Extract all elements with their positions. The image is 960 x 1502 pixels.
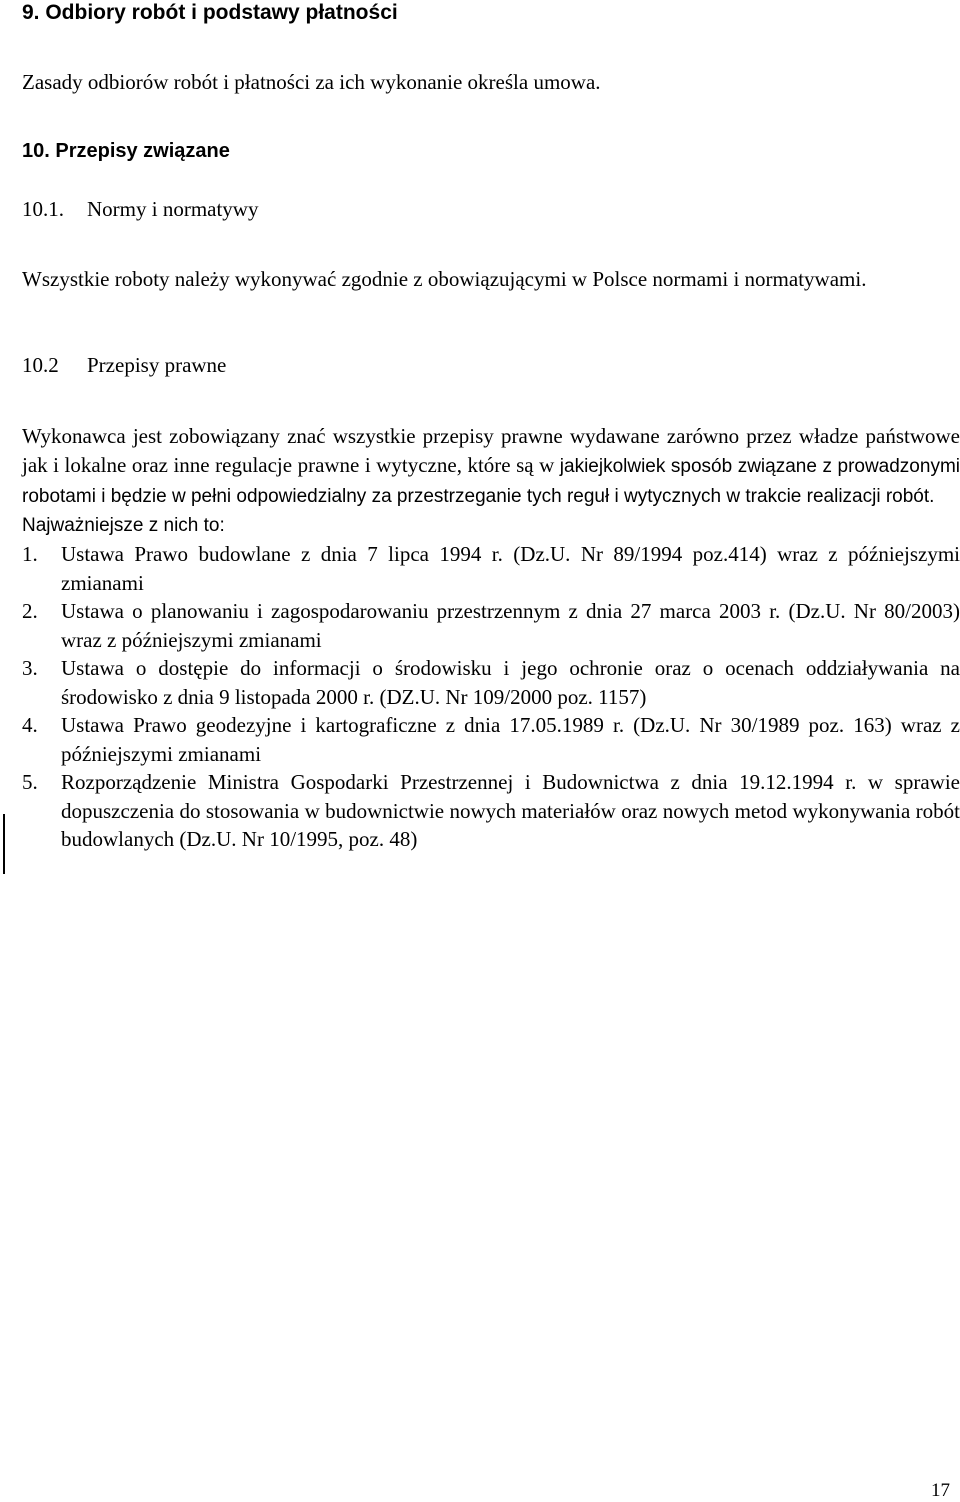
list-item-text: Ustawa o dostępie do informacji o środowisku i jego ochronie oraz o ocenach oddziaływania na środowisko z dnia 9 listopada 2000 r. (DZ.U. Nr 109/2000 poz. 1157) xyxy=(61,656,960,709)
subsection-10-1-heading xyxy=(22,195,258,223)
subsection-10-2-title: Przepisy prawne xyxy=(87,353,227,377)
list-marker: 4. xyxy=(22,713,38,737)
subsection-10-2-intro xyxy=(22,422,960,512)
list-item xyxy=(22,768,960,854)
list-item xyxy=(22,597,960,654)
list-intro: Najważniejsze z nich to: xyxy=(22,514,225,536)
list-item-text: Rozporządzenie Ministra Gospodarki Przestrzennej i Budownictwa z dnia 19.12.1994 r. w sprawie dopuszczenia do stosowania w budownictwie nowych materiałów oraz nowych metod wykonywania robót budowlanych (Dz.U. Nr 10/1995, poz. 48) xyxy=(61,770,960,851)
subsection-10-1-number: 10.1. xyxy=(22,197,64,221)
list-item-text: Ustawa Prawo budowlane z dnia 7 lipca 1994 r. (Dz.U. Nr 89/1994 poz.414) wraz z późniejszymi zmianami xyxy=(61,542,960,595)
subsection-10-1-title: Normy i normatywy xyxy=(87,197,259,221)
list-item xyxy=(22,711,960,768)
list-marker: 3. xyxy=(22,656,38,680)
list-item xyxy=(22,540,960,597)
subsection-10-1-body: Wszystkie roboty należy wykonywać zgodnie z obowiązującymi w Polsce normami i normatywami. xyxy=(22,267,867,291)
subsection-10-2-number: 10.2 xyxy=(22,353,59,377)
list-item xyxy=(22,654,960,711)
list-marker: 2. xyxy=(22,599,38,623)
intro-sans-text: jakiejkolwiek sposób związane z prowadzonymi robotami i będzie w pełni odpowiedzialny za przestrzeganie tych reguł i wytycznych w trakcie realizacji robót. xyxy=(22,455,960,507)
list-marker: 1. xyxy=(22,542,38,566)
revision-change-bar xyxy=(3,814,5,874)
list-item-text: Ustawa o planowaniu i zagospodarowaniu przestrzennym z dnia 27 marca 2003 r. (Dz.U. Nr 80/2003) wraz z późniejszymi zmianami xyxy=(61,599,960,652)
section-9-body: Zasady odbiorów robót i płatności za ich wykonanie określa umowa. xyxy=(22,70,601,94)
section-10-heading: 10. Przepisy związane xyxy=(22,140,230,162)
intro-serif-text: Wykonawca jest zobowiązany znać wszystkie przepisy prawne wydawane zarówno przez władze państwowe jak i lokalne oraz inne regulacje prawne i wytyczne, które są w xyxy=(22,424,960,477)
page-number: 17 xyxy=(931,1480,950,1501)
list-item-text: Ustawa Prawo geodezyjne i kartograficzne z dnia 17.05.1989 r. (Dz.U. Nr 30/1989 poz. 163) wraz z późniejszymi zmianami xyxy=(61,713,960,766)
subsection-10-2-heading xyxy=(22,351,226,379)
section-9-heading: 9. Odbiory robót i podstawy płatności xyxy=(22,1,398,24)
list-marker: 5. xyxy=(22,770,38,794)
subsection-10-2-content xyxy=(22,422,960,854)
legal-acts-list xyxy=(22,540,960,854)
